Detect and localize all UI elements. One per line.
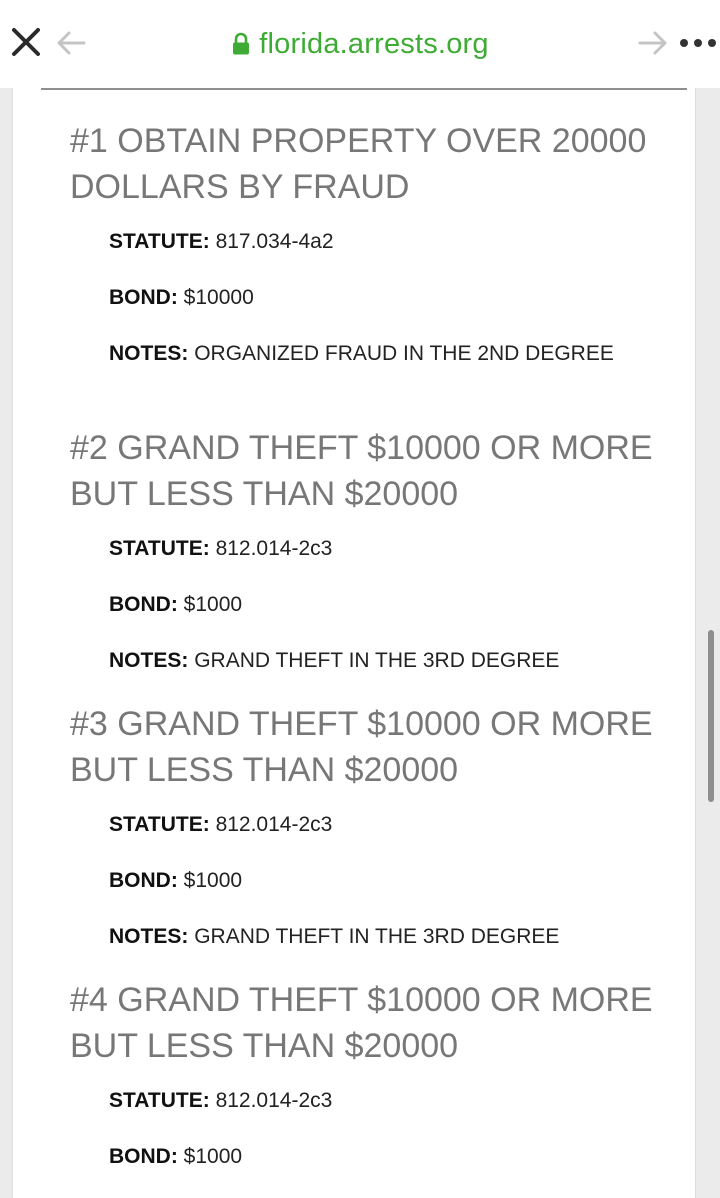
charge-title: #2 GRAND THEFT $10000 OR MORE BUT LESS THAN $20000 (70, 429, 653, 513)
statute-value: 812.014-2c3 (215, 813, 333, 836)
notes-label: NOTES: (109, 649, 189, 672)
bond-value: $1000 (183, 593, 243, 616)
charge-title: #4 GRAND THEFT $10000 OR MORE BUT LESS THAN $20000 (70, 981, 653, 1065)
notes-row (109, 647, 669, 674)
bond-row (109, 591, 669, 618)
bond-label: BOND: (109, 286, 178, 309)
charge-title: #3 GRAND THEFT $10000 OR MORE BUT LESS THAN $20000 (70, 705, 653, 789)
statute-row (109, 811, 669, 838)
charge-title: #1 OBTAIN PROPERTY OVER 20000 DOLLARS BY FRAUD (70, 122, 647, 206)
bond-value: $1000 (183, 869, 243, 892)
statute-label: STATUTE: (109, 230, 210, 253)
statute-label: STATUTE: (109, 1089, 210, 1112)
bond-value: $1000 (183, 1145, 243, 1168)
url-text: florida.arrests.org (259, 27, 489, 60)
statute-value: 812.014-2c3 (215, 537, 333, 560)
notes-row (109, 340, 629, 367)
address-bar[interactable] (0, 24, 720, 64)
statute-value: 817.034-4a2 (215, 230, 334, 253)
arrow-right-icon[interactable] (636, 28, 670, 58)
statute-label: STATUTE: (109, 813, 210, 836)
section-divider (41, 88, 687, 90)
notes-row (109, 923, 669, 950)
statute-value: 812.014-2c3 (215, 1089, 333, 1112)
scrollbar-thumb[interactable] (708, 630, 714, 802)
statute-row (109, 1087, 669, 1114)
page-content (12, 88, 696, 1198)
bond-row (109, 1143, 669, 1170)
statute-row (109, 228, 669, 255)
notes-value: GRAND THEFT IN THE 3RD DEGREE (194, 649, 560, 672)
bond-label: BOND: (109, 1145, 178, 1168)
notes-label: NOTES: (109, 925, 189, 948)
lock-icon (231, 32, 251, 56)
notes-label: NOTES: (109, 342, 189, 365)
notes-value: ORGANIZED FRAUD IN THE 2ND DEGREE (194, 342, 614, 365)
bond-label: BOND: (109, 869, 178, 892)
ellipsis-icon[interactable] (676, 32, 720, 54)
notes-value: GRAND THEFT IN THE 3RD DEGREE (194, 925, 560, 948)
bond-label: BOND: (109, 593, 178, 616)
statute-label: STATUTE: (109, 537, 210, 560)
statute-row (109, 535, 669, 562)
bond-row (109, 867, 669, 894)
browser-toolbar (0, 0, 720, 88)
bond-value: $10000 (183, 286, 254, 309)
bond-row (109, 284, 669, 311)
